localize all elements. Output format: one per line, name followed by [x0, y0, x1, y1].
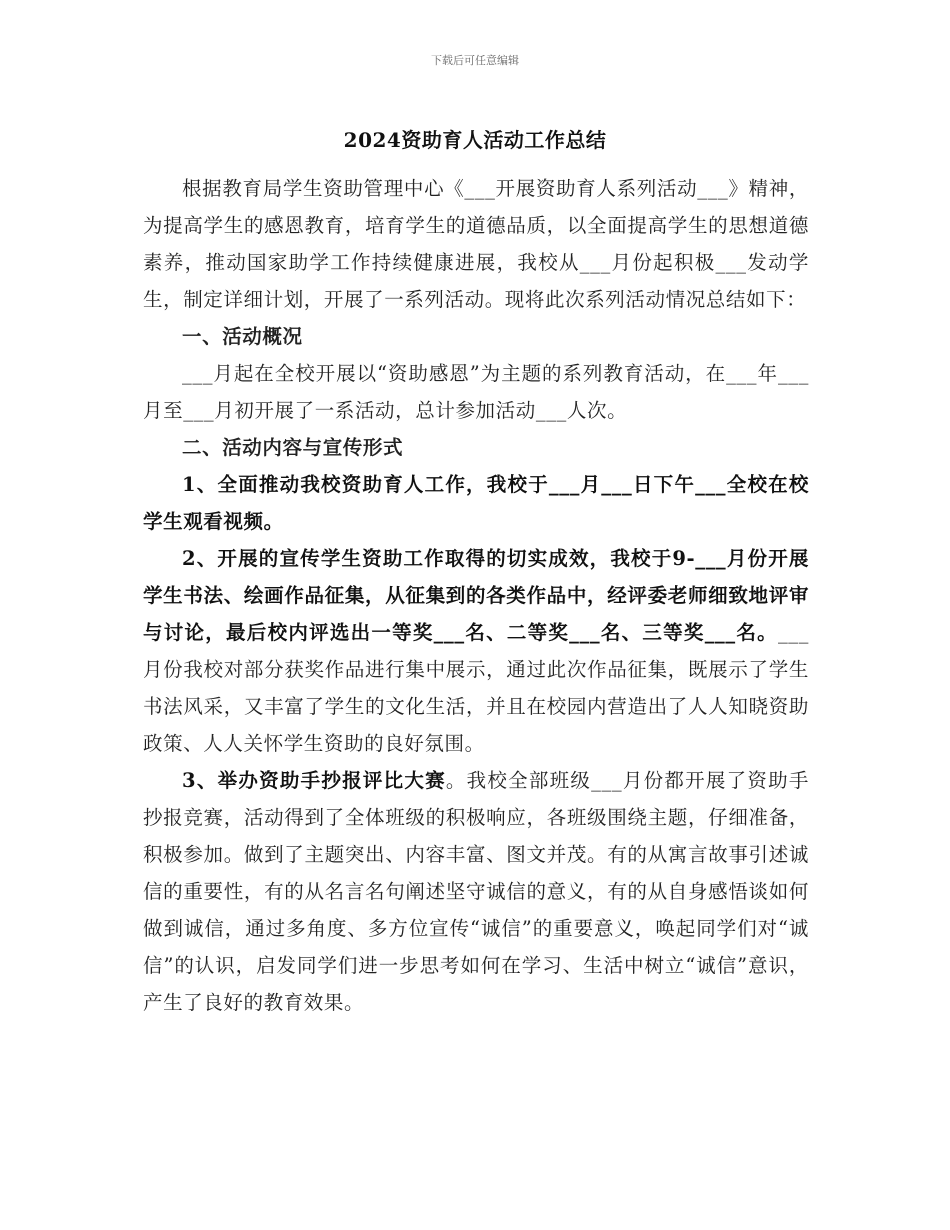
intro-paragraph: 根据教育局学生资助管理中心《___开展资助育人系列活动___》精神，为提高学生的感恩教育，培育学生的道德品质，以全面提高学生的思想道德素养，推动国家助学工作持续健康进展，我校从___月份起积极___发动学生，制定详细计划，开展了一系列活动。现将此次系列活动情况总结如下： — [143, 177, 809, 311]
item-1-paragraph — [143, 466, 809, 540]
item-2-lead: 2、开展的宣传学生资助工作取得的切实成效，我校于9-___月份开展学生书法、绘画作品征集，从征集到的各类作品中，经评委老师细致地评审与讨论，最后校内评选出一等奖___名、二等奖___名、三等奖___名。 — [143, 547, 809, 644]
section-heading-overview: 一、活动概况 — [182, 325, 303, 348]
item-3-text: 。我校全部班级___月份都开展了资助手抄报竞赛，活动得到了全体班级的积极响应，各班级围绕主题，仔细准备，积极参加。做到了主题突出、内容丰富、图文并茂。有的从寓言故事引述诚信的重要性，有的从名言名句阐述坚守诚信的意义，有的从自身感悟谈如何做到诚信，通过多角度、多方位宣传“诚信”的重要意义，唤起同学们对“诚信”的认识，启发同学们进一步思考如何在学习、生活中树立“诚信”意识，产生了良好的教育效果。 — [143, 769, 809, 1014]
item-1-text: 1、全面推动我校资助育人工作，我校于___月___日下午___全校在校学生观看视频。 — [143, 473, 809, 533]
document-body — [143, 170, 809, 1021]
item-3-paragraph — [143, 762, 809, 1021]
section-heading-content: 二、活动内容与宣传形式 — [182, 436, 404, 459]
item-2-paragraph — [143, 540, 809, 762]
item-2-text: ___月份我校对部分获奖作品进行集中展示，通过此次作品征集，既展示了学生书法风采，又丰富了学生的文化生活，并且在校园内营造出了人人知晓资助政策、人人关怀学生资助的良好氛围。 — [143, 621, 809, 755]
item-3-lead: 3、举办资助手抄报评比大赛 — [182, 769, 446, 792]
overview-paragraph: ___月起在全校开展以“资助感恩”为主题的系列教育活动，在___年___月至___月初开展了一系活动，总计参加活动___人次。 — [143, 362, 809, 422]
document-title: 2024资助育人活动工作总结 — [343, 128, 607, 152]
page-header: 下载后可任意编辑 — [431, 54, 519, 67]
